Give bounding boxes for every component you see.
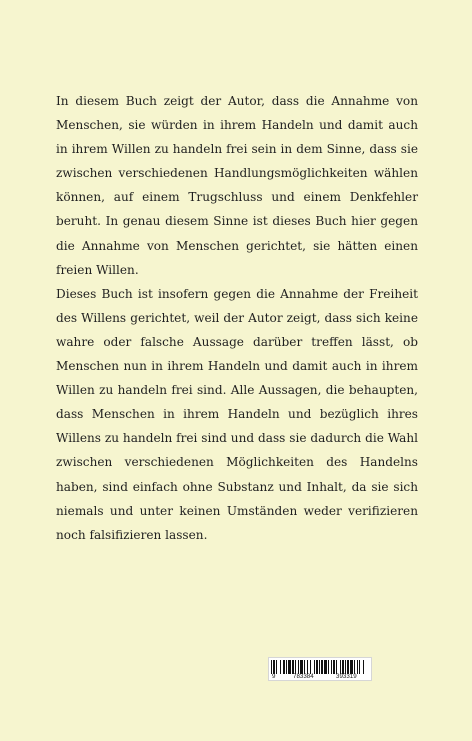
barcode-bar <box>359 660 360 674</box>
barcode-bar <box>310 660 311 674</box>
paragraph-2: Dieses Buch ist insofern gegen die Annahme der Freiheit des Willens gerichtet, weil der Autor zeigt, dass sich keine wahre oder falsche Aussage darüber treffen lässt, ob Menschen nun in ihrem Handeln und damit auch in ihrem Willen zu handeln frei sind. Alle Aussagen, die behaupten, dass Menschen in ihrem Handeln und bezüglich ihres Willens zu handeln frei sind und dass sie dadurch die Wahl zwischen verschiedenen Möglichkeiten des Handelns haben, sind einfach ohne Substanz und Inhalt, da sie sich niemals und unter keinen Umständen weder verifizieren noch falsifizieren lassen. <box>56 286 418 542</box>
cover-text <box>56 89 418 547</box>
barcode-bar <box>354 660 355 674</box>
barcode-bar <box>340 660 341 674</box>
barcode-bar <box>283 660 285 674</box>
barcode-bar <box>333 660 335 674</box>
barcode-bar <box>316 660 318 674</box>
barcode-bar <box>304 660 305 674</box>
barcode-bar <box>307 660 308 674</box>
barcode-digits-group-3: 393319 <box>336 673 357 680</box>
paragraph-1: In diesem Buch zeigt der Autor, dass die Annahme von Menschen, sie würden in ihrem Handeln und damit auch in ihrem Willen zu handeln frei sein in dem Sinne, dass sie zwischen verschiedenen Handlungsmöglichkeiten wählen können, auf einem Trugschluss und einem Denkfehler beruht. In genau diesem Sinne ist dieses Buch hier gegen die Annahme von Menschen gerichtet, sie hätten einen freien Willen. <box>56 94 418 277</box>
barcode-bar <box>319 660 320 674</box>
isbn-barcode <box>268 657 372 681</box>
barcode-bars <box>271 660 369 674</box>
barcode-bar <box>324 660 327 674</box>
barcode-digits-group-2: 783384 <box>293 673 314 680</box>
barcode-bar <box>314 660 315 674</box>
barcode-bar <box>336 660 337 674</box>
barcode-bar <box>357 660 358 674</box>
barcode-bar <box>298 660 299 674</box>
barcode-bar <box>288 660 291 674</box>
barcode-bar <box>345 660 346 674</box>
barcode-bar <box>286 660 287 674</box>
barcode-bar <box>295 660 296 674</box>
barcode-bar <box>350 660 353 674</box>
barcode-bar <box>342 660 344 674</box>
barcode-bar <box>271 660 272 674</box>
barcode-bar <box>300 660 303 674</box>
barcode-digits-group-1: 9 <box>272 673 276 680</box>
barcode-bar <box>328 660 329 674</box>
barcode-bar <box>292 660 294 674</box>
barcode-bar <box>273 660 275 674</box>
barcode-bar <box>363 660 364 674</box>
barcode-bar <box>280 660 281 674</box>
barcode-bar <box>321 660 323 674</box>
barcode-bar <box>331 660 332 674</box>
barcode-bar <box>276 660 277 674</box>
barcode-bar <box>347 660 349 674</box>
